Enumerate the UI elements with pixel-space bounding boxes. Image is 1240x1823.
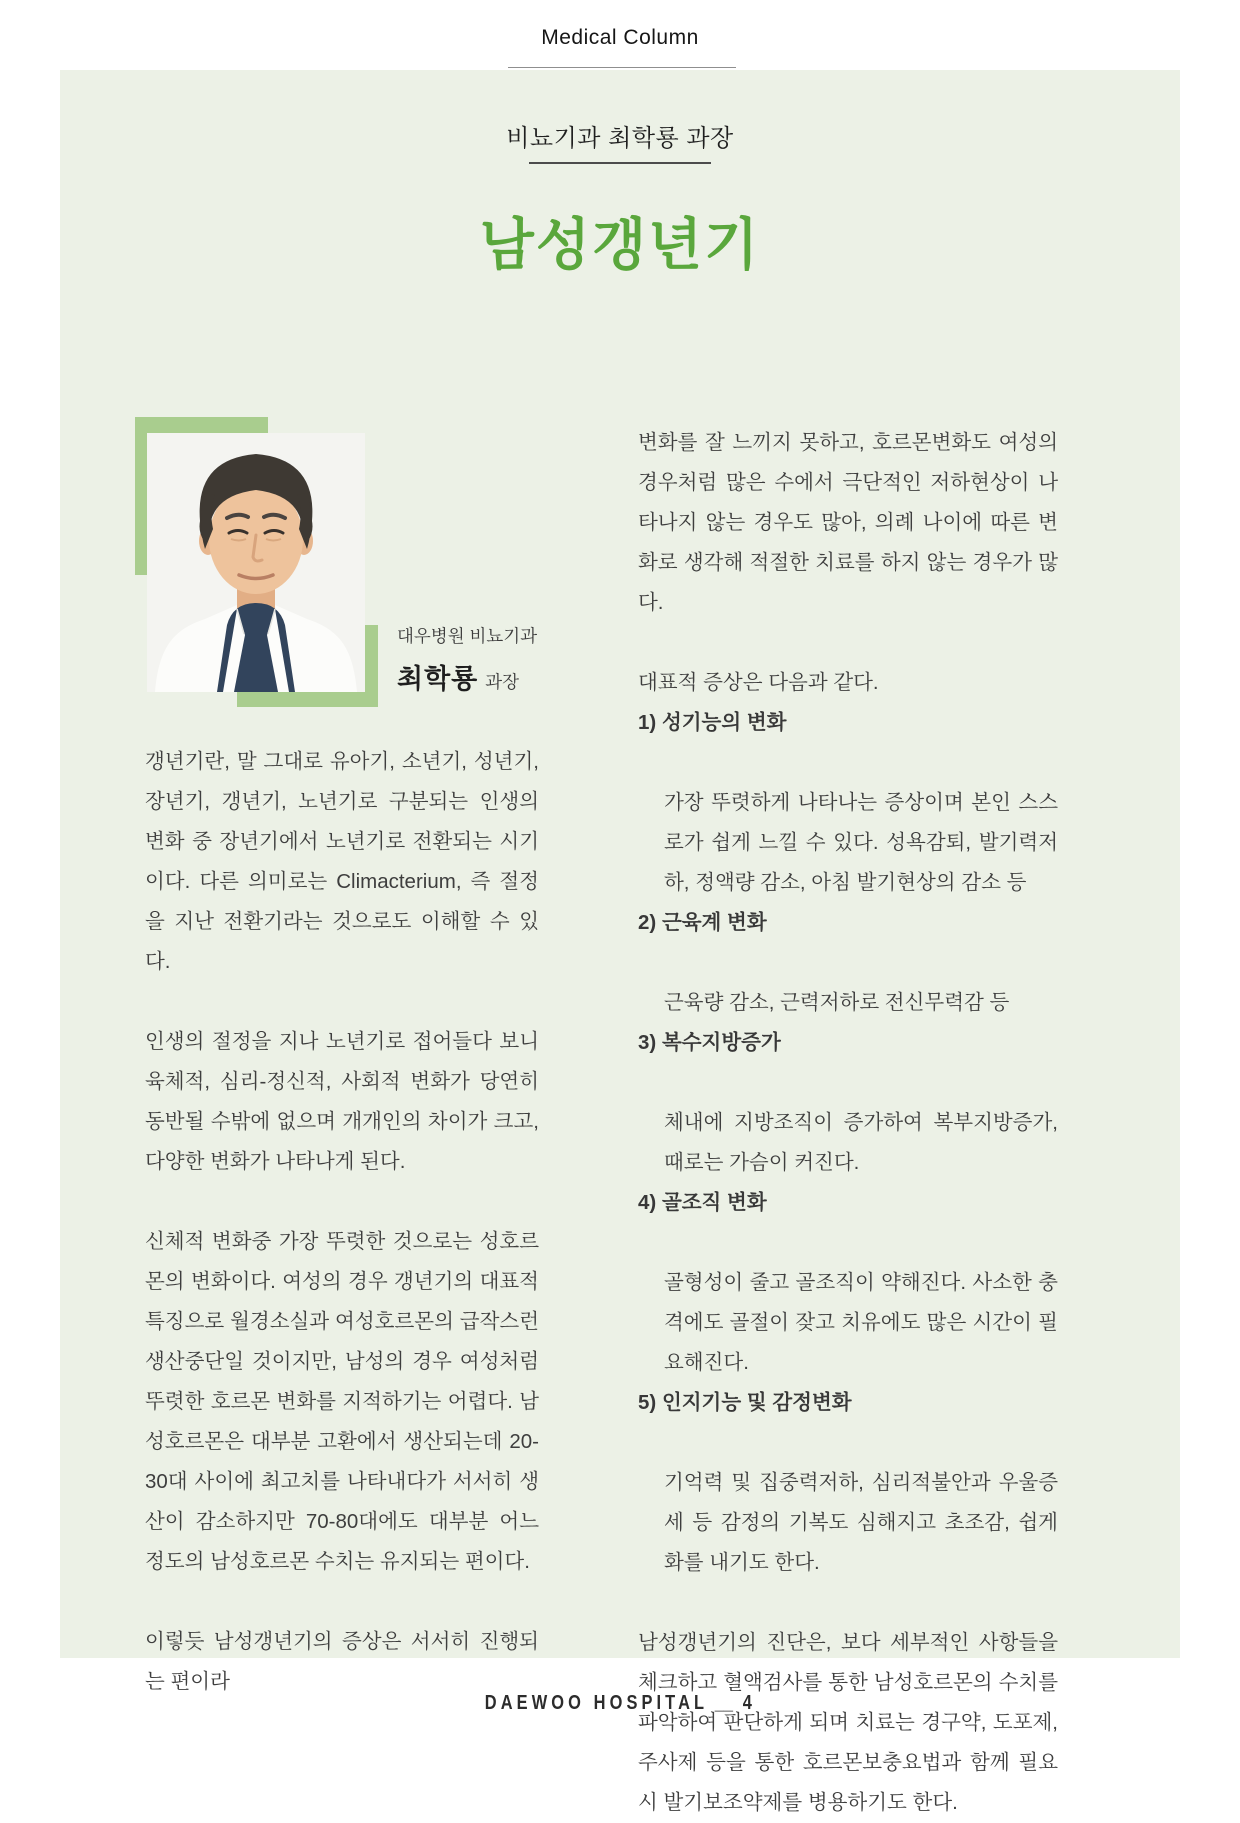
symptom-item bbox=[638, 1183, 1058, 1383]
symptom-item bbox=[638, 1023, 1058, 1183]
symptom-number: 3) bbox=[638, 1031, 657, 1054]
left-paragraph: 이렇듯 남성갱년기의 증상은 서서히 진행되는 편이라 bbox=[145, 1630, 539, 1693]
symptom-body: 근육량 감소, 근력저하로 전신무력감 등 bbox=[664, 991, 1010, 1014]
left-paragraph: 신체적 변화중 가장 뚜렷한 것으로는 성호르몬의 변화이다. 여성의 경우 갱년기의 대표적 특징으로 월경소실과 여성호르몬의 급작스런 생산중단일 것이지만, 남성의 경우 여성처럼 뚜렷한 호르몬 변화를 지적하기는 어렵다. 남성호르몬은 대부분 고환에서 생산되는데 20-30대 사이에 최고치를 나타내다가 서서히 생산이 감소하지만 70-80대에도 대부분 어느 정도의 남성호르몬 수치는 유지되는 편이다. bbox=[145, 1230, 539, 1573]
author-caption bbox=[397, 623, 537, 696]
right-intro-paragraph: 변화를 잘 느끼지 못하고, 호르몬변화도 여성의 경우처럼 많은 수에서 극단적인 저하현상이 나타나지 않는 경우도 많아, 의례 나이에 따른 변화로 생각해 적절한 치료를 하지 않는 경우가 많다. bbox=[638, 431, 1058, 614]
symptom-body: 가장 뚜렷하게 나타나는 증상이며 본인 스스로가 쉽게 느낄 수 있다. 성욕감퇴, 발기력저하, 정액량 감소, 아침 발기현상의 감소 등 bbox=[664, 791, 1058, 894]
symptom-body: 기억력 및 집중력저하, 심리적불안과 우울증세 등 감정의 기복도 심해지고 초조감, 쉽게 화를 내기도 한다. bbox=[664, 1471, 1058, 1574]
symptom-number: 5) bbox=[638, 1391, 657, 1414]
symptom-title: 근육계 변화 bbox=[661, 911, 767, 934]
left-paragraph: 인생의 절정을 지나 노년기로 접어들다 보니 육체적, 심리-정신적, 사회적 변화가 당연히 동반될 수밖에 없으며 개개인의 차이가 크고, 다양한 변화가 나타나게 된다. bbox=[145, 1030, 539, 1173]
symptom-body: 체내에 지방조직이 증가하여 복부지방증가, 때로는 가슴이 커진다. bbox=[664, 1111, 1058, 1174]
symptoms-lead: 대표적 증상은 다음과 같다. bbox=[638, 671, 879, 694]
symptom-title: 인지기능 및 감정변화 bbox=[661, 1391, 852, 1414]
right-closing-paragraph: 남성갱년기의 진단은, 보다 세부적인 사항들을 체크하고 혈액검사를 통한 남성호르몬의 수치를 파악하여 판단하게 되며 치료는 경구약, 도포제, 주사제 등을 통한 호르몬보충요법과 함께 필요시 발기보조약제를 병용하기도 한다. bbox=[638, 1631, 1058, 1814]
page-header-label: Medical Column bbox=[541, 26, 699, 49]
symptom-item bbox=[638, 903, 1058, 1023]
left-column bbox=[145, 742, 539, 1702]
footer-separator: __ bbox=[714, 1692, 733, 1714]
author-photo-block bbox=[135, 417, 695, 717]
author-affiliation: 대우병원 비뇨기과 bbox=[397, 626, 538, 646]
symptom-number: 2) bbox=[638, 911, 657, 934]
symptom-title: 골조직 변화 bbox=[661, 1191, 767, 1214]
footer-hospital-name: DAEWOO HOSPITAL bbox=[484, 1692, 708, 1714]
right-column bbox=[638, 423, 1058, 1823]
doctor-photo bbox=[147, 433, 365, 692]
footer-page-number: 4 bbox=[742, 1692, 756, 1714]
symptom-title: 복수지방증가 bbox=[661, 1031, 781, 1054]
symptom-item bbox=[638, 1383, 1058, 1583]
symptom-item bbox=[638, 703, 1058, 903]
dept-author-label: 비뇨기과 최학룡 과장 bbox=[506, 125, 734, 152]
symptom-number: 4) bbox=[638, 1191, 657, 1214]
dept-underline bbox=[529, 162, 711, 164]
left-paragraph: 갱년기란, 말 그대로 유아기, 소년기, 성년기, 장년기, 갱년기, 노년기로 구분되는 인생의 변화 중 장년기에서 노년기로 전환되는 시기이다. 다른 의미로는 Climacterium, 즉 절정을 지난 전환기라는 것으로도 이해할 수 있다. bbox=[145, 750, 539, 973]
symptom-body: 골형성이 줄고 골조직이 약해진다. 사소한 충격에도 골절이 잦고 치유에도 많은 시간이 필요해진다. bbox=[664, 1271, 1058, 1374]
author-position: 과장 bbox=[485, 672, 520, 692]
symptom-number: 1) bbox=[638, 711, 657, 734]
page-footer bbox=[0, 1692, 1240, 1715]
author-name: 최학룡 bbox=[397, 664, 479, 694]
article-title: 남성갱년기 bbox=[479, 213, 761, 276]
symptom-title: 성기능의 변화 bbox=[661, 711, 787, 734]
header-underline bbox=[508, 67, 736, 68]
